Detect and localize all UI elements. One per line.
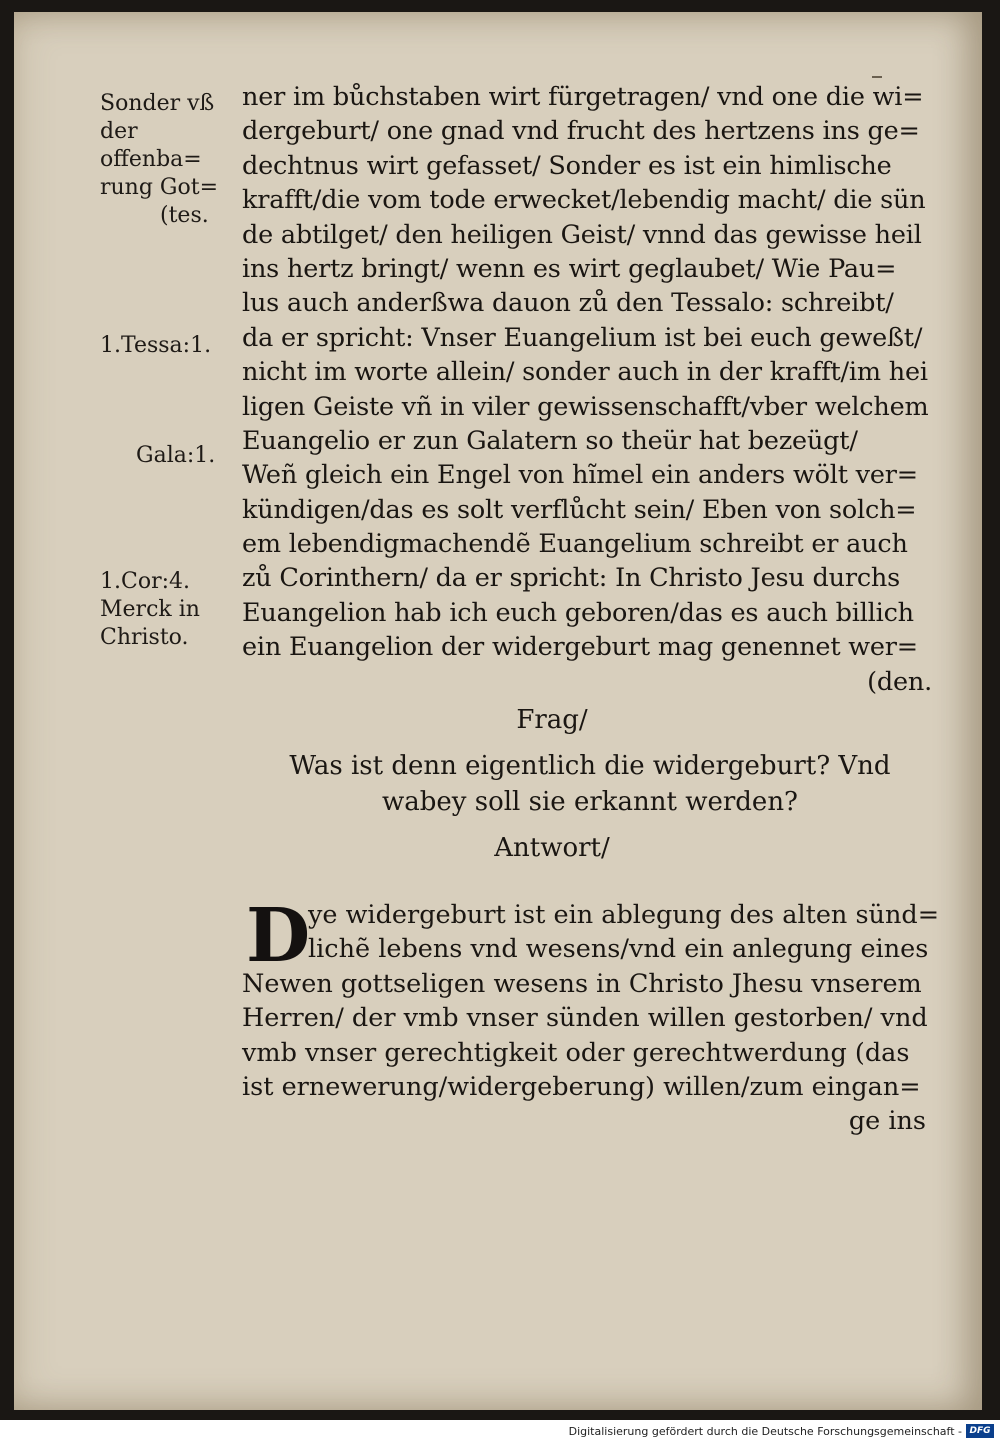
text-line: Newen gottseligen wesens in Christo Jhesu vnserem [242, 968, 922, 999]
text-line: krafft/die vom tode erwecket/lebendig macht/ die sün [242, 185, 926, 216]
dfg-logo-icon[interactable]: DFG [966, 1424, 994, 1438]
margin-note-line: Sonder vß [100, 91, 215, 116]
text-line: Euangelion hab ich euch geboren/das es auch billich [242, 597, 914, 628]
text-line: ist ernewerung/widergeberung) willen/zum eingan= [242, 1071, 921, 1102]
text-line: dechtnus wirt gefasset/ Sonder es ist ein himlische [242, 150, 892, 181]
margin-note-line: Christo. [100, 625, 189, 650]
margin-note-sonder [100, 90, 235, 230]
text-line: nicht im worte allein/ sonder auch in der krafft/im hei [242, 357, 928, 388]
text-line: ye widergeburt ist ein ablegung des alten sünd= [308, 900, 940, 930]
answer-text [242, 893, 940, 1139]
margin-note-cor [100, 568, 235, 652]
text-line: Euangelio er zun Galatern so theür hat bezeügt/ [242, 425, 858, 456]
main-text [242, 80, 942, 699]
text-line: em lebendigmachendẽ Euangelium schreibt er auch [242, 529, 908, 560]
margin-note-line: Gala:1. [136, 443, 216, 468]
text-line: ner im bůchstaben wirt fürgetragen/ vnd one die wi= [242, 82, 924, 112]
question-line: Was ist denn eigentlich die widergeburt? Vnd [289, 751, 891, 781]
text-line: ins hertz bringt/ wenn es wirt geglaubet/ Wie Pau= [242, 253, 897, 284]
text-line: zů Corinthern/ da er spricht: In Christo Jesu durchs [242, 563, 901, 594]
question-text [270, 748, 910, 820]
text-line: lus auch anderßwa dauon zů den Tessalo: schreibt/ [242, 288, 894, 319]
text-line: ein Euangelion der widergeburt mag genennet wer= [242, 632, 918, 663]
text-line: (den. [867, 666, 932, 697]
text-line: de abtilget/ den heiligen Geist/ vnnd das gewisse heil [242, 219, 922, 250]
text-line: vmb vnser gerechtigkeit oder gerechtwerdung (das [242, 1037, 910, 1068]
margin-note-line: rung Got= [100, 175, 219, 200]
text-line: Herren/ der vmb vnser sünden willen gestorben/ vnd [242, 1003, 928, 1034]
text-line: dergeburt/ one gnad vnd frucht des hertzens ins ge= [242, 116, 920, 147]
answer-label: Antwort/ [494, 833, 610, 863]
drop-cap: D [246, 893, 311, 979]
text-line: lichẽ lebens vnd wesens/vnd ein anlegung eines [308, 934, 929, 965]
text-line: Weñ gleich ein Engel von hĩmel ein anders wölt ver= [242, 460, 918, 491]
text-line: da er spricht: Vnser Euangelium ist bei euch geweßt/ [242, 322, 923, 353]
margin-note-tessa [100, 332, 235, 360]
text-line: ligen Geiste vñ in viler gewissenschafft/vber welchem [242, 391, 929, 422]
text-line: kündigen/das es solt verflůcht sein/ Eben von solch= [242, 494, 917, 525]
catchword: ge ins [848, 1106, 926, 1137]
margin-note-line: 1.Cor:4. [100, 569, 190, 594]
margin-note-line: Merck in [100, 597, 200, 622]
margin-note-line: (tes. [160, 203, 209, 228]
margin-note-line: 1.Tessa:1. [100, 333, 212, 358]
margin-note-line: der offenba= [100, 119, 202, 172]
page-mark [872, 76, 882, 78]
footer-credit: Digitalisierung gefördert durch die Deutsche Forschungsgemeinschaft - [568, 1425, 962, 1438]
question-label: Frag/ [516, 705, 588, 735]
question-line: wabey soll sie erkannt werden? [382, 787, 798, 817]
footer-bar [0, 1420, 1000, 1444]
